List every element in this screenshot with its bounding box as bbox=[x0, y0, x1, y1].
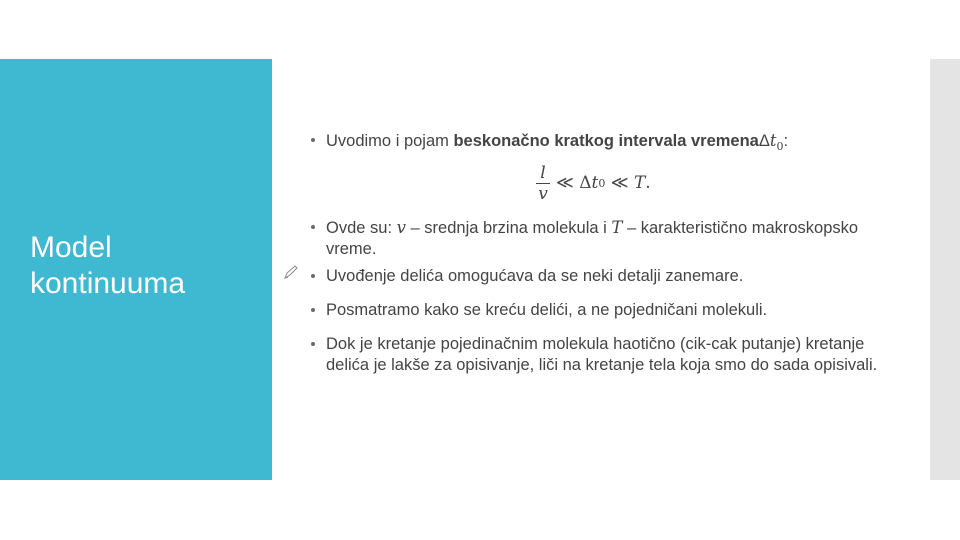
formula-delta: Δ bbox=[579, 172, 592, 193]
much-less-symbol-2: ≪ bbox=[610, 172, 629, 193]
bullet-dot-icon bbox=[311, 274, 315, 278]
bullet-2-post: – karakteristično makroskopsko vreme. bbox=[326, 219, 859, 258]
bullet-item-5 bbox=[300, 334, 910, 376]
bullet-2-mid: – srednja brzina molekula i bbox=[405, 219, 612, 237]
bullet-5-text: Dok je kretanje pojedinačnim molekula haotično (cik-cak putanje) kretanje delića je lakše za opisivanje, liči na kretanje tela koja smo do sada opisivali. bbox=[326, 335, 878, 374]
T-symbol: T bbox=[611, 218, 623, 237]
slide-content bbox=[300, 130, 910, 376]
bullet-dot-icon bbox=[311, 308, 315, 312]
bullet-item-3 bbox=[300, 266, 910, 287]
formula bbox=[326, 157, 910, 209]
t-subscript: 0 bbox=[776, 140, 784, 153]
formula-dot: . bbox=[645, 172, 651, 193]
formula-t: t bbox=[591, 172, 599, 193]
bullet-3-text: Uvođenje delića omogućava da se neki detalji zanemare. bbox=[326, 267, 744, 285]
bullet-dot-icon bbox=[311, 138, 315, 142]
bullet-dot-icon bbox=[311, 225, 315, 229]
delta-symbol: Δ bbox=[758, 132, 770, 150]
bullet-1-text: Uvodimo i pojam bbox=[326, 132, 454, 150]
bullet-dot-icon bbox=[311, 342, 315, 346]
pen-icon bbox=[283, 264, 299, 280]
t-symbol: t bbox=[769, 131, 777, 150]
fraction-denominator: v bbox=[538, 183, 548, 204]
bullet-1-bold: beskonačno kratkog intervala vremena bbox=[453, 132, 759, 150]
bullet-4-text: Posmatramo kako se kreću delići, a ne pojedničani molekuli. bbox=[326, 301, 768, 319]
bullet-2-pre: Ovde su: bbox=[326, 219, 397, 237]
bullet-item-1 bbox=[300, 130, 910, 209]
much-less-symbol-1: ≪ bbox=[556, 172, 574, 193]
fraction bbox=[536, 164, 550, 203]
bullet-1-colon: : bbox=[783, 132, 789, 150]
fraction-numerator: l bbox=[540, 162, 546, 183]
formula-T: T bbox=[633, 172, 646, 193]
bullet-item-4 bbox=[300, 300, 910, 321]
slide-title: Model kontinuuma bbox=[30, 231, 186, 300]
bullet-item-2 bbox=[300, 217, 910, 260]
formula-subscript: 0 bbox=[598, 176, 606, 190]
bullet-list bbox=[300, 130, 910, 376]
v-symbol: v bbox=[396, 218, 406, 237]
side-strip bbox=[930, 59, 960, 480]
